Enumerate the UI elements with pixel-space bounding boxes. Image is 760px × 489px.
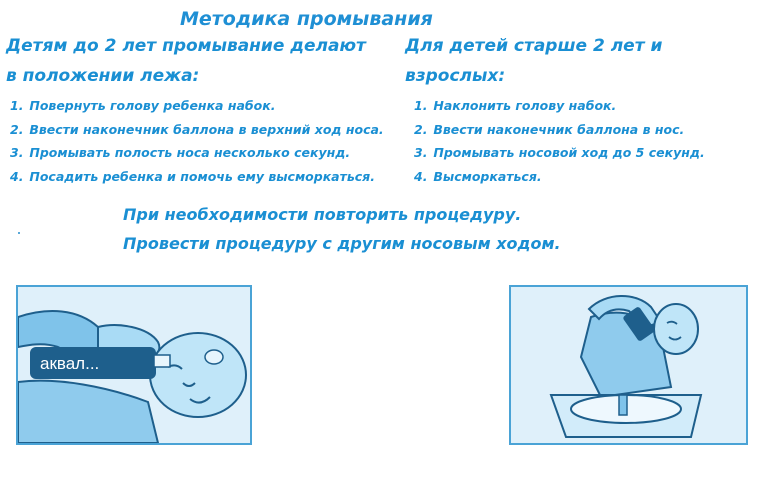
step-text: Ввести наконечник баллона в нос.	[433, 121, 685, 137]
notes-block	[123, 200, 561, 258]
list-item	[414, 141, 705, 165]
step-number: 1.	[10, 98, 24, 113]
left-heading-line1: Детям до 2 лет промывание делают	[6, 36, 366, 56]
step-number: 3.	[414, 145, 428, 160]
illustration-adult-sink	[509, 285, 748, 445]
step-number: 2.	[414, 121, 428, 137]
stray-dot	[18, 232, 20, 234]
step-number: 4.	[414, 168, 428, 184]
illustration-child-lying	[16, 285, 252, 445]
note-other-nostril: Провести процедуру с другим носовым ходом.	[123, 234, 561, 253]
right-column-heading	[405, 31, 662, 91]
list-item	[414, 165, 705, 189]
list-item	[414, 94, 705, 118]
left-heading-line2: в положении лежа:	[6, 66, 200, 86]
step-text: Высморкаться.	[433, 168, 542, 184]
right-heading-line2: взрослых:	[405, 66, 506, 86]
step-number: 1.	[414, 98, 428, 113]
list-item	[10, 141, 384, 165]
step-text: Промывать полость носа несколько секунд.	[29, 145, 351, 160]
adult-sink-drawing	[511, 287, 746, 443]
list-item	[10, 118, 384, 142]
step-number: 2.	[10, 121, 24, 137]
list-item	[10, 94, 384, 118]
list-item	[414, 118, 705, 142]
step-text: Промывать носовой ход до 5 секунд.	[433, 145, 705, 160]
page-title: Методика промывания	[180, 8, 433, 30]
step-text: Наклонить голову набок.	[433, 98, 617, 113]
list-item	[10, 165, 384, 189]
step-text: Посадить ребенка и помочь ему высморкаться.	[29, 168, 375, 184]
note-repeat: При необходимости повторить процедуру.	[123, 205, 522, 224]
step-text: Повернуть голову ребенка набок.	[29, 98, 276, 113]
left-steps-list	[10, 94, 384, 188]
spray-brand-label: аквал...	[34, 351, 103, 377]
right-steps-list	[414, 94, 705, 188]
step-number: 3.	[10, 145, 24, 160]
right-heading-line1: Для детей старше 2 лет и	[405, 36, 663, 56]
step-text: Ввести наконечник баллона в верхний ход носа.	[29, 121, 384, 137]
left-column-heading	[6, 31, 366, 91]
step-number: 4.	[10, 168, 24, 184]
